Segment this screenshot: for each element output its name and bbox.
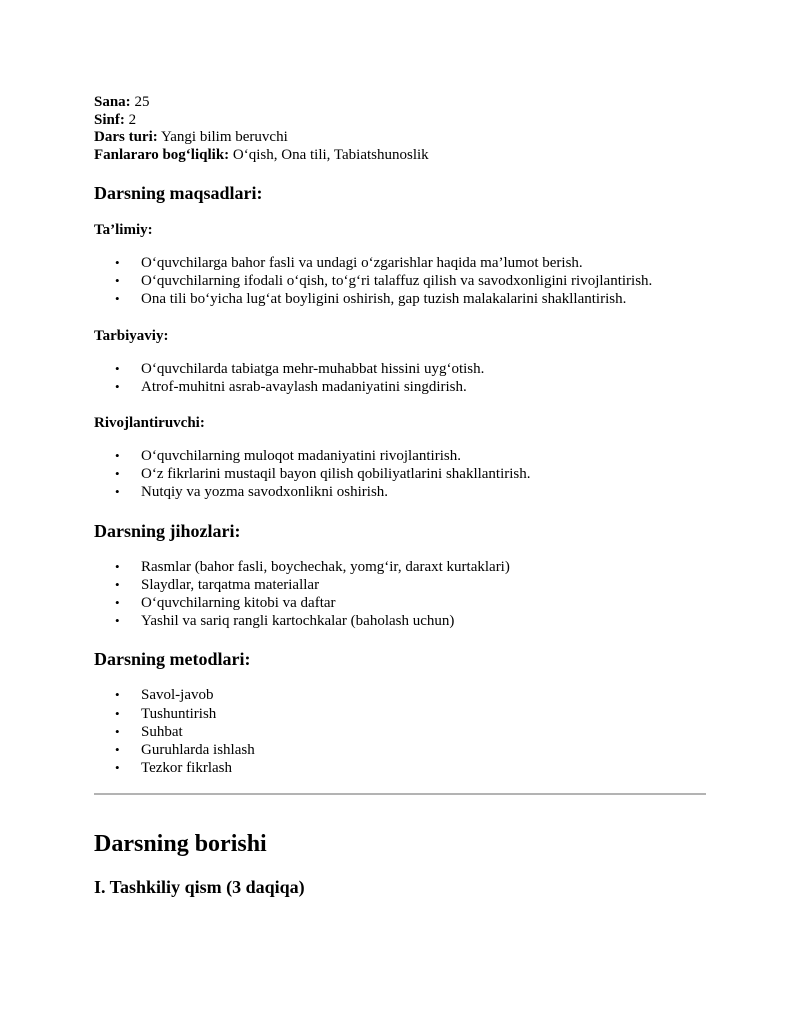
dars-turi-line — [94, 129, 706, 147]
jihozlar-list — [94, 558, 706, 631]
list-item — [94, 483, 706, 501]
bullet-icon: • — [115, 291, 120, 307]
tarbiyaviy-heading: Tarbiyaviy: — [94, 327, 169, 344]
list-item-text: O‘quvchilarning kitobi va daftar — [141, 595, 336, 612]
bullet-icon: • — [115, 613, 120, 629]
fanlararo-value: O‘qish, Ona tili, Tabiatshunoslik — [229, 146, 429, 163]
list-item — [94, 360, 706, 378]
bullet-icon: • — [115, 760, 120, 776]
list-item-text: Rasmlar (bahor fasli, boychechak, yomg‘ir, daraxt kurtaklari) — [141, 558, 510, 575]
sana-line — [94, 94, 706, 112]
list-item-text: Savol-javob — [141, 687, 214, 704]
bullet-icon: • — [115, 595, 120, 611]
list-item-text: Slaydlar, tarqatma materiallar — [141, 576, 320, 593]
sinf-label: Sinf: — [94, 111, 125, 128]
sinf-line — [94, 112, 706, 130]
bullet-icon: • — [115, 576, 120, 592]
rivojlantiruvchi-list — [94, 447, 706, 502]
list-item-text: O‘quvchilarning ifodali o‘qish, to‘g‘ri talaffuz qilish va savodxonligini rivojlantirish. — [141, 273, 653, 290]
bullet-icon: • — [115, 687, 120, 703]
list-item-text: O‘quvchilarga bahor fasli va undagi o‘zgarishlar haqida ma’lumot berish. — [141, 255, 583, 271]
sana-label: Sana: — [94, 94, 131, 110]
talimiy-list — [94, 254, 706, 309]
list-item — [94, 723, 706, 741]
maqsadlar-heading: Darsning maqsadlari: — [94, 183, 263, 203]
list-item — [94, 290, 706, 308]
list-item-text: Tezkor fikrlash — [141, 760, 232, 777]
jihozlar-heading: Darsning jihozlari: — [94, 520, 241, 541]
bullet-icon: • — [115, 466, 120, 482]
list-item-text: Nutqiy va yozma savodxonlikni oshirish. — [141, 484, 389, 501]
bullet-icon: • — [115, 558, 120, 574]
list-item — [94, 254, 706, 272]
list-item — [94, 612, 706, 630]
list-item-text: Tushuntirish — [141, 705, 217, 722]
metodlar-heading: Darsning metodlari: — [94, 649, 251, 670]
list-item — [94, 558, 706, 576]
list-item-text: Yashil va sariq rangli kartochkalar (baholash uchun) — [141, 613, 455, 630]
bullet-icon: • — [115, 378, 120, 394]
sana-value: 25 — [130, 94, 150, 110]
sinf-value: 2 — [124, 111, 137, 128]
borishi-heading: Darsning borishi — [94, 831, 267, 858]
bullet-icon: • — [115, 484, 120, 500]
list-item — [94, 741, 706, 759]
list-item — [94, 686, 706, 704]
list-item-text: Atrof-muhitni asrab-avaylash madaniyatini singdirish. — [141, 378, 467, 395]
list-item-text: Suhbat — [141, 723, 183, 740]
talimiy-heading: Ta’limiy: — [94, 222, 153, 238]
list-item — [94, 576, 706, 594]
list-item — [94, 594, 706, 612]
list-item — [94, 759, 706, 777]
tarbiyaviy-list — [94, 360, 706, 396]
metodlar-list — [94, 686, 706, 777]
list-item — [94, 465, 706, 483]
list-item-text: O‘quvchilarda tabiatga mehr-muhabbat hissini uyg‘otish. — [141, 360, 485, 377]
list-item — [94, 705, 706, 723]
bullet-icon: • — [115, 448, 120, 464]
list-item — [94, 378, 706, 396]
horizontal-divider — [94, 793, 706, 795]
fanlararo-label: Fanlararo bog‘liqlik: — [94, 146, 230, 163]
bullet-icon: • — [115, 723, 120, 739]
list-item-text: O‘quvchilarning muloqot madaniyatini rivojlantirish. — [141, 448, 461, 465]
fanlararo-line — [94, 147, 706, 165]
dars-turi-value: Yangi bilim beruvchi — [157, 129, 288, 145]
list-item — [94, 447, 706, 465]
list-item-text: Guruhlarda ishlash — [141, 742, 255, 759]
rivojlantiruvchi-heading: Rivojlantiruvchi: — [94, 415, 205, 432]
bullet-icon: • — [115, 360, 120, 376]
bullet-icon: • — [115, 273, 120, 289]
list-item-text: O‘z fikrlarini mustaqil bayon qilish qobiliyatlarini shakllantirish. — [141, 466, 531, 483]
bullet-icon: • — [115, 705, 120, 721]
list-item-text: Ona tili bo‘yicha lug‘at boyligini oshirish, gap tuzish malakalarini shakllantirish. — [141, 291, 627, 308]
tashkiliy-qism-heading: I. Tashkiliy qism (3 daqiqa) — [94, 877, 305, 898]
lesson-plan-page — [94, 94, 706, 898]
bullet-icon: • — [115, 255, 120, 270]
dars-turi-label: Dars turi: — [94, 129, 158, 145]
bullet-icon: • — [115, 742, 120, 758]
list-item — [94, 272, 706, 290]
